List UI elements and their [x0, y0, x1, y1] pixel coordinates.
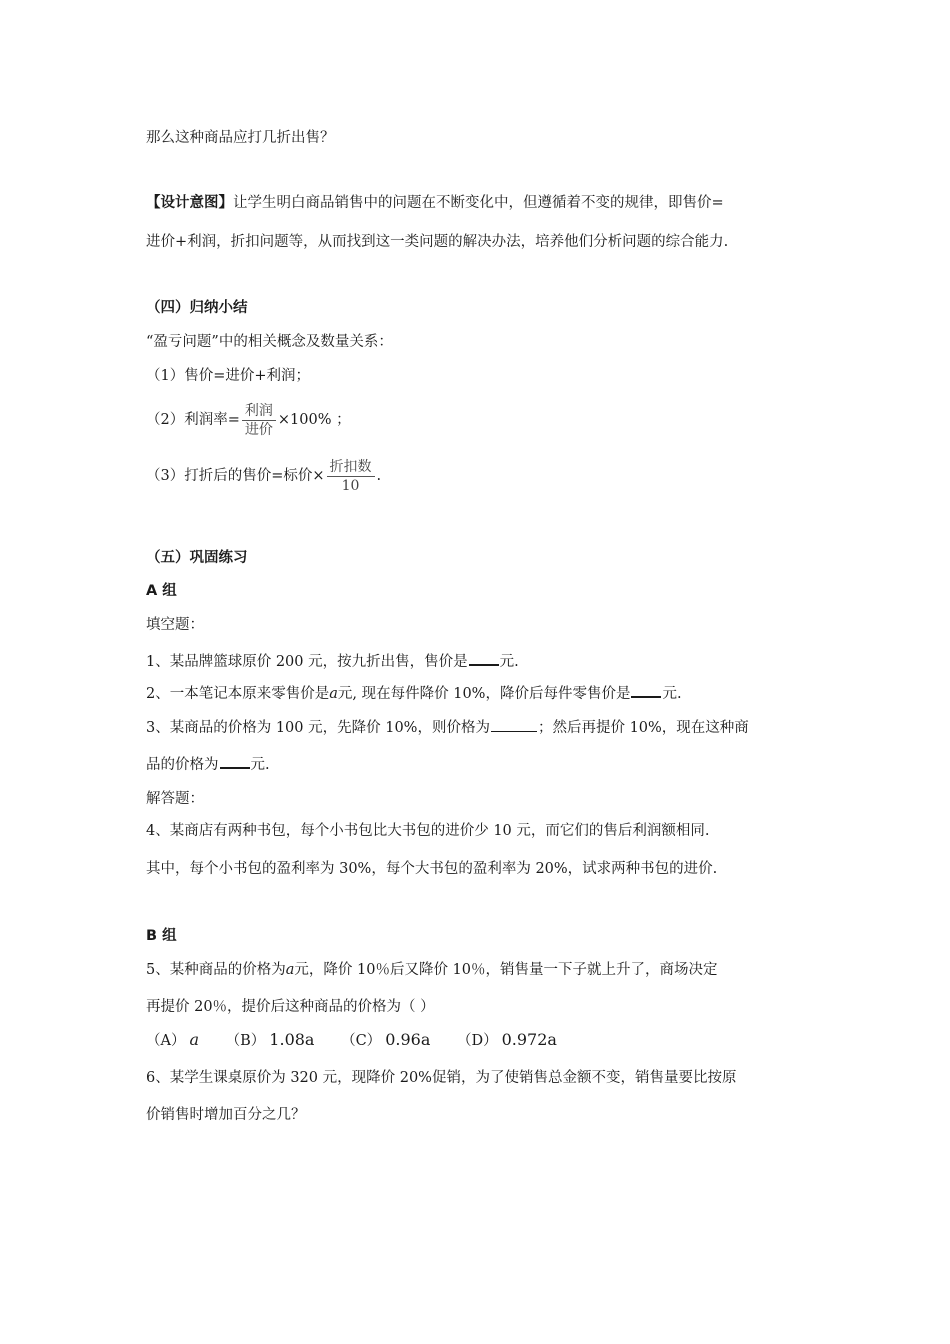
design-intent-line1 [146, 193, 724, 213]
option-a [146, 1030, 200, 1049]
variable-a: a [285, 962, 295, 978]
question-4-line1: 4、某商店有两种书包，每个小书包比大书包的进价少 10 元，而它们的售后利润额相同. [146, 823, 710, 839]
fraction-denominator: 进价 [244, 421, 273, 438]
summary-intro: “盈亏问题”中的相关概念及数量关系： [146, 334, 393, 350]
question-3 [146, 717, 749, 738]
question-5-line1 [146, 960, 718, 980]
question-3-line2 [146, 753, 270, 775]
question-2-prefix: 2、一本笔记本原来零售价是 [146, 686, 330, 702]
question-3-mid: ；然后再提价 10%，现在这种商 [537, 720, 749, 736]
question-3-unit: 元. [250, 757, 270, 773]
group-b-label: B 组 [146, 928, 177, 944]
question-1-text: 1、某品牌篮球原价 200 元，按九折出售，售价是 [146, 654, 468, 670]
option-c [341, 1030, 431, 1049]
summary-item-3 [146, 454, 381, 498]
variable-a: a [329, 686, 338, 702]
design-intent-label: 【设计意图】 [146, 195, 233, 211]
summary-item-2 [146, 398, 351, 442]
answer-blank [220, 753, 250, 769]
profit-rate-suffix: ×100% ； [277, 412, 351, 428]
option-d [456, 1030, 557, 1049]
summary-item-1: （1）售价=进价+利润； [146, 368, 311, 384]
option-label: （D） [456, 1033, 498, 1049]
discount-fraction [327, 458, 375, 495]
fraction-numerator: 折扣数 [327, 458, 375, 477]
answer-blank [631, 682, 661, 698]
question-2-text: 元, 现在每件降价 10%，降价后每件零售价是 [337, 686, 631, 702]
answer-blank [491, 717, 537, 732]
design-intent-line2: 进价+利润，折扣问题等，从而找到这一类问题的解决办法，培养他们分析问题的综合能力. [146, 234, 729, 250]
fraction-denominator: 10 [341, 477, 360, 494]
fill-blank-label: 填空题： [146, 617, 204, 633]
option-value: 0.96a [385, 1030, 431, 1049]
question-5-options [146, 1030, 579, 1051]
option-label: （A） [146, 1033, 186, 1049]
group-a-label: A 组 [146, 583, 177, 599]
question-1-unit: 元. [499, 654, 519, 670]
profit-rate-fraction [242, 402, 276, 439]
answer-blank [469, 650, 499, 666]
discount-price-label: （3）打折后的售价=标价× [146, 468, 325, 484]
option-value: a [189, 1030, 200, 1049]
question-4-line2: 其中，每个小书包的盈利率为 30%，每个大书包的盈利率为 20%，试求两种书包的进价. [146, 861, 718, 877]
practice-heading: （五）巩固练习 [146, 550, 248, 566]
question-5-line2: 再提价 20％，提价后这种商品的价格为（ ） [146, 999, 435, 1015]
question-6-line2: 价销售时增加百分之几？ [146, 1107, 306, 1123]
option-value: 1.08a [269, 1030, 315, 1049]
profit-rate-label: （2）利润率= [146, 412, 240, 428]
option-label: （C） [341, 1033, 382, 1049]
option-b [225, 1030, 315, 1049]
question-3-line2-text: 品的价格为 [146, 757, 219, 773]
answer-label: 解答题： [146, 791, 204, 807]
question-3-text: 3、某商品的价格为 100 元，先降价 10%，则价格为 [146, 720, 490, 736]
intro-question: 那么这种商品应打几折出售？ [146, 130, 335, 146]
fraction-numerator: 利润 [242, 402, 276, 421]
option-value: 0.972a [501, 1030, 557, 1049]
question-5-prefix: 5、某种商品的价格为 [146, 962, 286, 978]
question-1 [146, 650, 519, 672]
discount-suffix: . [376, 468, 382, 484]
option-label: （B） [225, 1033, 266, 1049]
question-2-unit: 元. [662, 686, 682, 702]
question-6-line1: 6、某学生课桌原价为 320 元，现降价 20%促销，为了使销售总金额不变，销售量要比按原 [146, 1070, 737, 1086]
question-5-text: 元，降价 10％后又降价 10％，销售量一下子就上升了，商场决定 [294, 962, 718, 978]
question-2 [146, 682, 682, 704]
design-intent-text1: 让学生明白商品销售中的问题在不断变化中，但遵循着不变的规律，即售价= [233, 195, 724, 211]
summary-heading: （四）归纳小结 [146, 300, 248, 316]
